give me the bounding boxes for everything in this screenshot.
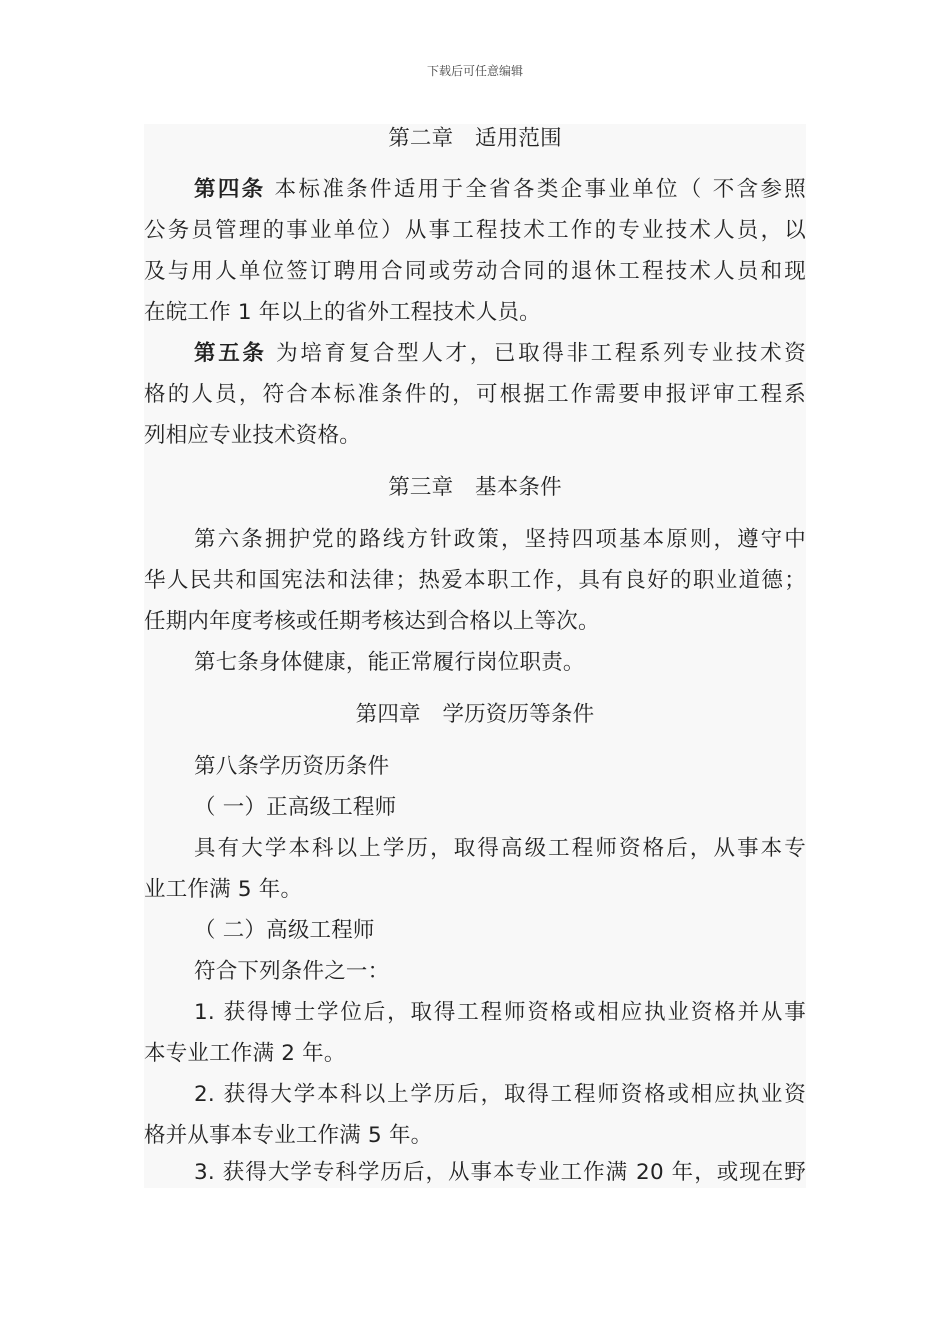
chapter-heading-3: 第三章 基本条件	[388, 475, 562, 500]
item-1-title: （ 一）正高级工程师	[194, 795, 397, 820]
article-6-line-3: 任期内年度考核或任期考核达到合格以上等次。	[144, 609, 600, 634]
item-2-condition-2-line-1: 2. 获得大学本科以上学历后，取得工程师资格或相应执业资	[194, 1082, 806, 1107]
article-4-line-3: 及与用人单位签订聘用合同或劳动合同的退休工程技术人员和现	[144, 259, 806, 284]
article-5-line-1	[194, 339, 806, 369]
article-4-text-1: 本标准条件适用于全省各类企事业单位（ 不含参照	[274, 177, 806, 202]
chapter-heading-4: 第四章 学历资历等条件	[355, 702, 595, 727]
document-body	[144, 124, 806, 1188]
item-1-line-1: 具有大学本科以上学历，取得高级工程师资格后，从事本专	[194, 836, 806, 861]
item-2-condition-2-line-2: 格并从事本专业工作满 5 年。	[144, 1123, 433, 1148]
chapter-heading-2: 第二章 适用范围	[388, 126, 562, 151]
article-4-line-2: 公务员管理的事业单位）从事工程技术工作的专业技术人员，以	[144, 218, 806, 243]
article-5-line-2: 格的人员，符合本标准条件的，可根据工作需要申报评审工程系	[144, 382, 806, 407]
item-2-intro: 符合下列条件之一：	[194, 959, 390, 984]
article-4-label: 第四条	[194, 177, 266, 202]
page-header-note: 下载后可任意编辑	[426, 64, 523, 78]
article-8: 第八条学历资历条件	[194, 754, 390, 779]
item-2-condition-1-line-2: 本专业工作满 2 年。	[144, 1041, 346, 1066]
article-6-line-1: 第六条拥护党的路线方针政策，坚持四项基本原则，遵守中	[194, 527, 806, 552]
article-5-text-1: 为培育复合型人才，已取得非工程系列专业技术资	[276, 341, 806, 366]
item-2-title: （ 二）高级工程师	[194, 918, 375, 943]
article-4-line-4: 在皖工作 1 年以上的省外工程技术人员。	[144, 300, 541, 325]
item-2-condition-1-line-1: 1. 获得博士学位后，取得工程师资格或相应执业资格并从事	[194, 1000, 806, 1025]
item-2-condition-3-line-1: 3. 获得大学专科学历后，从事本专业工作满 20 年，或现在野	[194, 1160, 806, 1185]
article-5-label: 第五条	[194, 341, 267, 366]
article-4-line-1	[194, 175, 806, 205]
article-6-line-2: 华人民共和国宪法和法律；热爱本职工作，具有良好的职业道德；	[144, 568, 806, 593]
article-5-line-3: 列相应专业技术资格。	[144, 423, 362, 448]
item-1-line-2: 业工作满 5 年。	[144, 877, 303, 902]
article-7: 第七条身体健康，能正常履行岗位职责。	[194, 650, 585, 675]
